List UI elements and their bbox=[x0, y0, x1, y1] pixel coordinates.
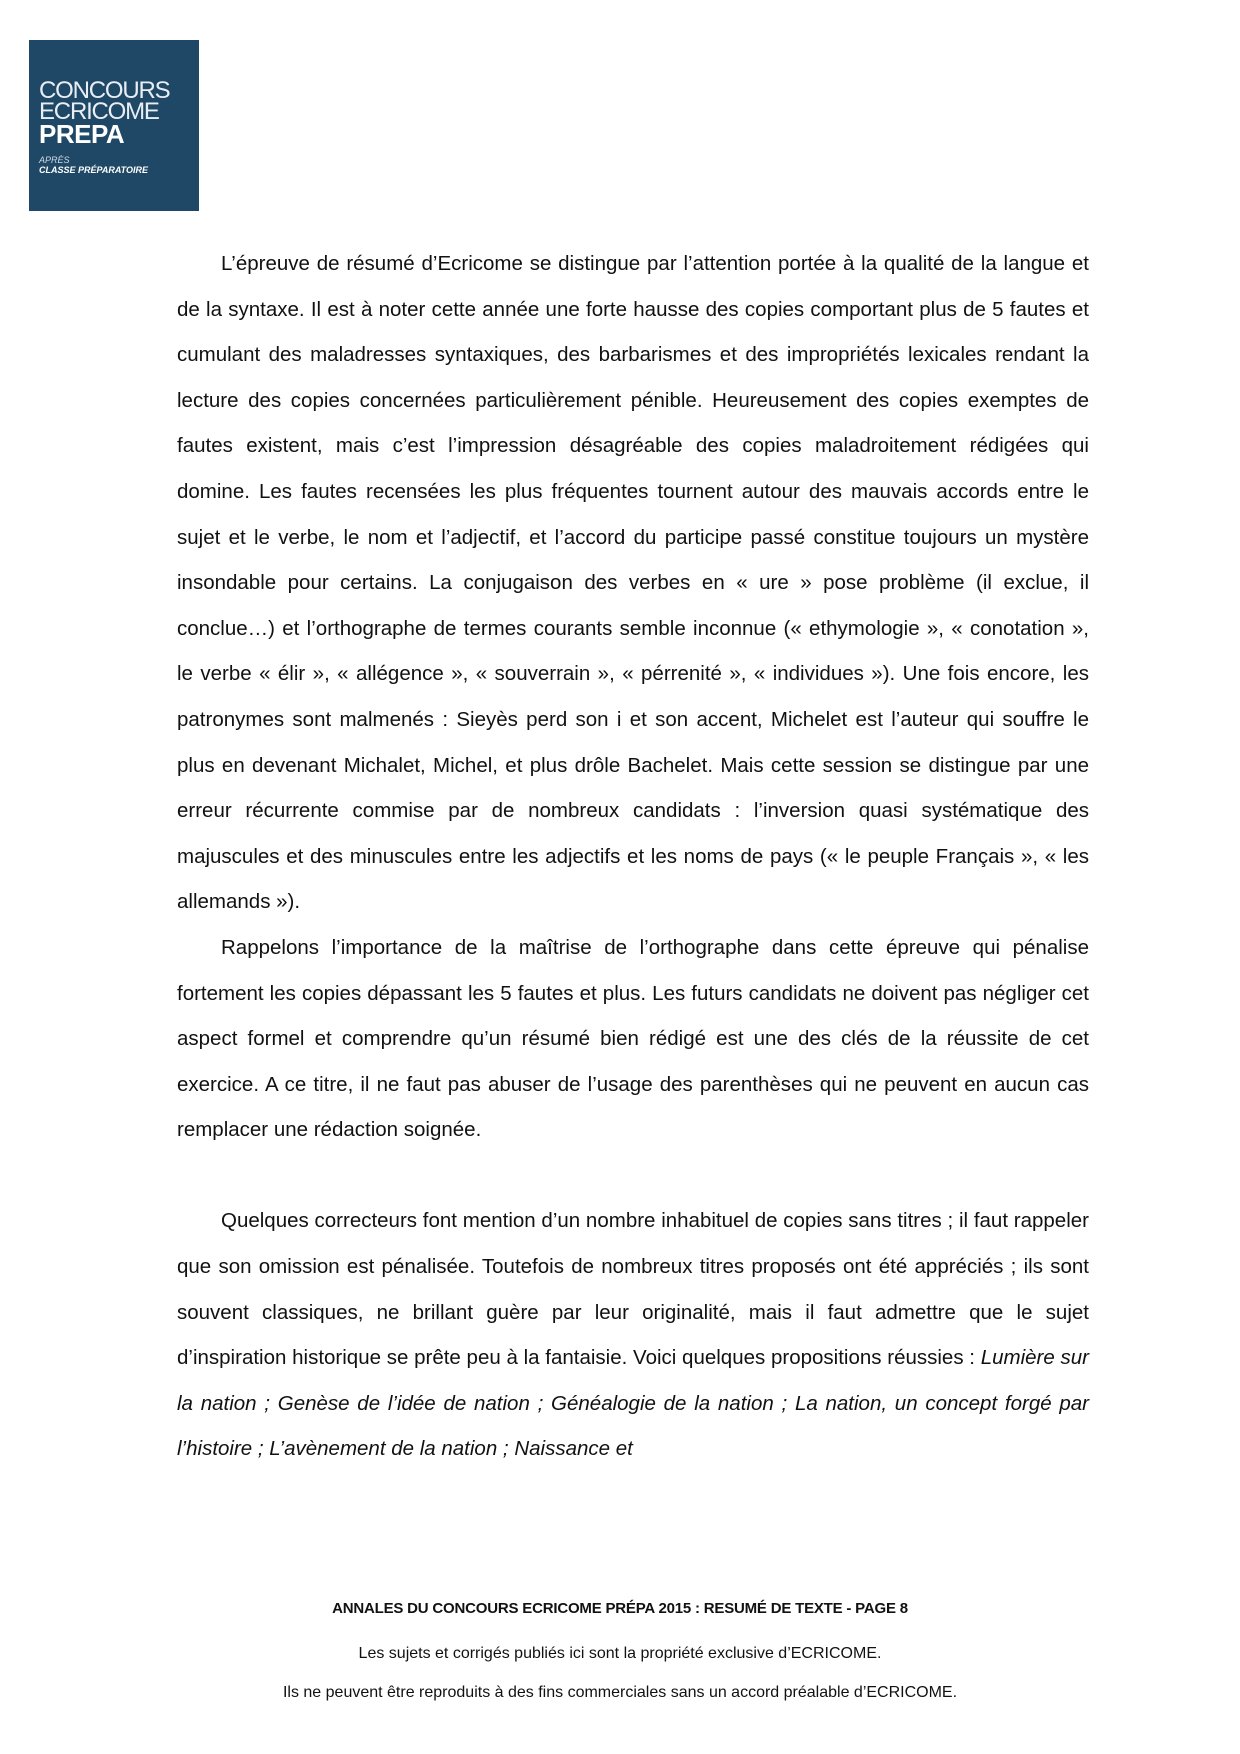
footer-copyright-line-1: Les sujets et corrigés publiés ici sont la propriété exclusive d’ECRICOME. bbox=[358, 1645, 882, 1662]
paragraph-2: Rappelons l’importance de la maîtrise de l’orthographe dans cette épreuve qui pénalise fortement les copies dépassant les 5 fautes et plus. Les futurs candidats ne doivent pas négliger cet aspect formel et comprendre qu’un résumé bien rédigé est une des clés de la réussite de cet exercice. A ce titre, il ne faut pas abuser de l’usage des parenthèses qui ne peuvent en aucun cas remplacer une rédaction soignée. bbox=[177, 935, 1089, 1142]
paragraph-3-title-proposals: Lumière sur la nation ; Genèse de l’idée de nation ; Généalogie de la nation ; La nation, un concept forgé par l’histoire ; L’avènement de la nation ; Naissance et bbox=[177, 1346, 1089, 1461]
logo-line-classe-preparatoire: CLASSE PRÉPARATOIRE bbox=[39, 165, 149, 175]
logo-line-prepa: PREPA bbox=[39, 119, 125, 149]
paragraph-3-text: Quelques correcteurs font mention d’un nombre inhabituel de copies sans titres ; il faut rappeler que son omission est pénalisée. Toutefois de nombreux titres proposés ont été appréciés ; ils sont souvent classiques, ne brillant guère par leur originalité, mais il faut admettre que le sujet d’inspiration historique se prête peu à la fantaisie. Voici quelques propositions réussies : bbox=[177, 1209, 1089, 1370]
ecricome-logo bbox=[29, 40, 199, 211]
paragraph-1: L’épreuve de résumé d’Ecricome se distingue par l’attention portée à la qualité de la langue et de la syntaxe. Il est à noter cette année une forte hausse des copies comportant plus de 5 fautes et cumulant des maladresses syntaxiques, des barbarismes et des impropriétés lexicales rendant la lecture des copies concernées particulièrement pénible. Heureusement des copies exemptes de fautes existent, mais c’est l’impression désagréable des copies maladroitement rédigées qui domine. Les fautes recensées les plus fréquentes tournent autour des mauvais accords entre le sujet et le verbe, le nom et l’adjectif, et l’accord du participe passé constitue toujours un mystère insondable pour certains. La conjugaison des verbes en « ure » pose problème (il exclue, il conclue…) et l’orthographe de termes courants semble inconnue (« ethymologie », « conotation », le verbe « élir », « allégence », « souverrain », « pérrenité », « individues »). Une fois encore, les patronymes sont malmenés : Sieyès perd son i et son accent, Michelet est l’auteur qui souffre le plus en devenant Michalet, Michel, et plus drôle Bachelet. Mais cette session se distingue par une erreur récurrente commise par de nombreux candidats : l’inversion quasi systématique des majuscules et des minuscules entre les adjectifs et les noms de pays (« le peuple Français », « les allemands »). bbox=[177, 252, 1089, 914]
logo-line-ecricome: ECRICOME bbox=[39, 98, 159, 125]
logo-line-concours: CONCOURS bbox=[39, 77, 170, 104]
document-body bbox=[177, 241, 1089, 1472]
footer-copyright-line-2: Ils ne peuvent être reproduits à des fins commerciales sans un accord préalable d’ECRICOME. bbox=[282, 1684, 958, 1701]
footer-title: ANNALES DU CONCOURS ECRICOME PRÉPA 2015 : RESUMÉ DE TEXTE - PAGE 8 bbox=[332, 1600, 908, 1617]
paragraph-3 bbox=[177, 1198, 1089, 1472]
logo-line-apres: APRÈS bbox=[39, 155, 70, 165]
